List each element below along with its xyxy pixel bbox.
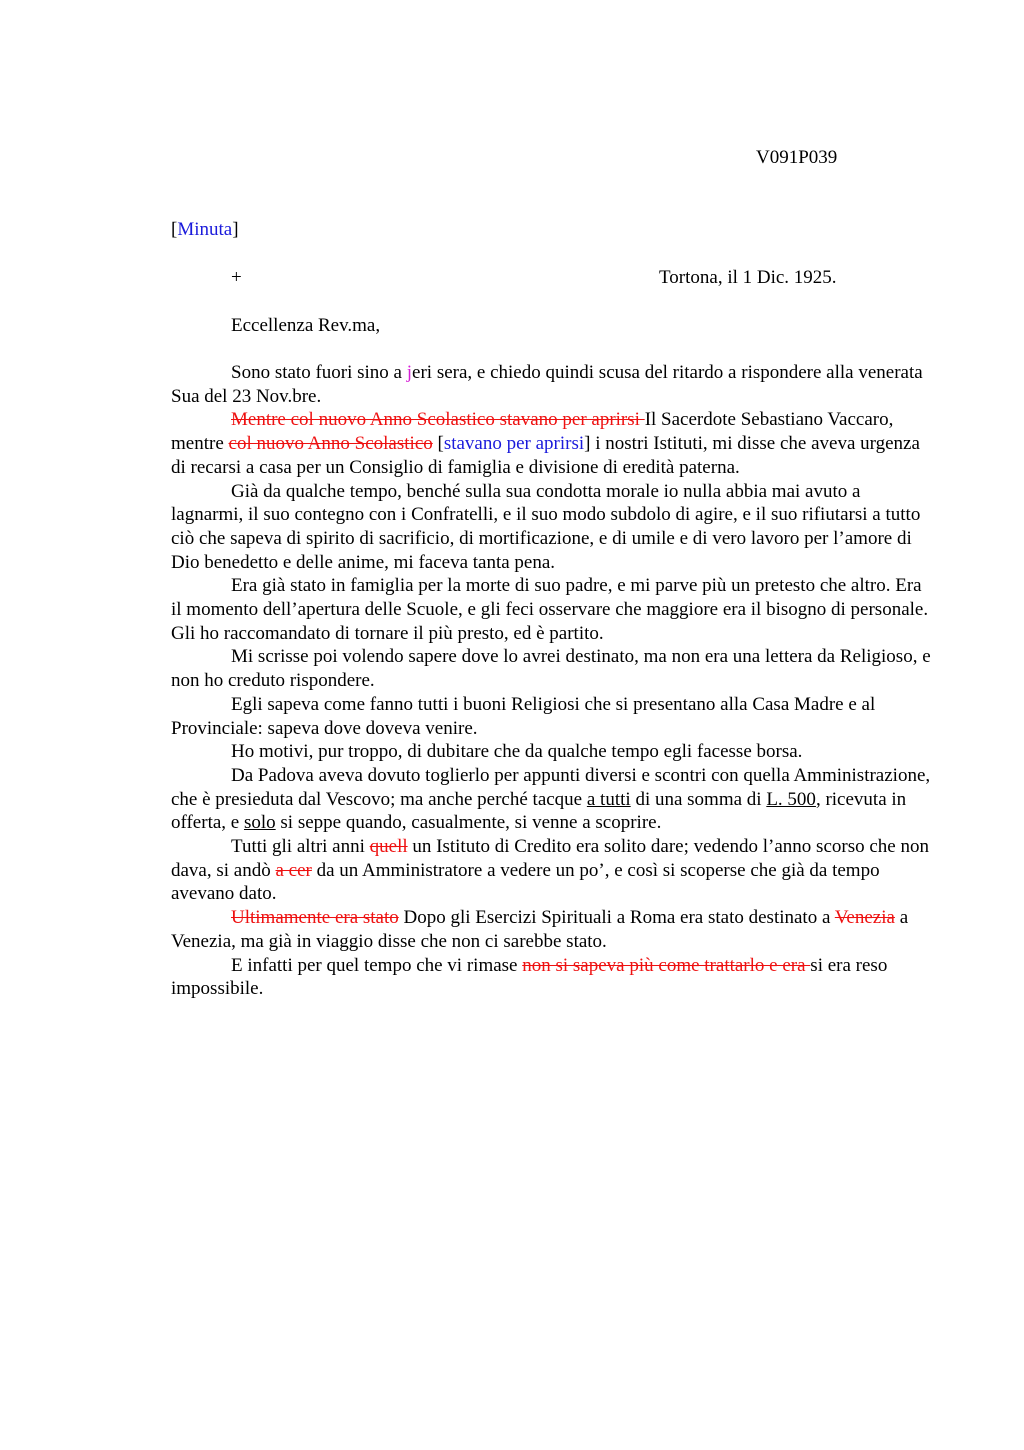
paragraph-3: Già da qualche tempo, benché sulla sua condotta morale io nulla abbia mai avuto a lagnarmi, il suo contegno con i Confratelli, e il suo modo subdolo di agire, e il suo rifiutarsi a tutto ciò che sapeva di spirito di sacrificio, di mortificazione, e di umile e di vero lavoro per l’amore di Dio benedetto e delle anime, mi faceva tanta pena. [171, 480, 921, 573]
inserted-text: stavano per aprirsi [443, 433, 585, 455]
paragraph-text: da un Amministratore a vedere un po’, e così si scoperse che già da tempo avevano dato. [171, 859, 880, 905]
paragraph-text: Dopo gli Esercizi Spirituali a Roma era stato destinato a [398, 907, 835, 929]
deleted-text: col nuovo Anno Scolastico [228, 433, 433, 455]
document-id: V091P039 [756, 147, 838, 168]
deleted-text: Ultimamente era stato [231, 907, 399, 929]
paragraph-text: Sono stato fuori sino a [231, 362, 407, 383]
paragraph-2 [171, 408, 931, 479]
deleted-text: a cer [275, 859, 312, 881]
paragraph-5: Mi scrisse poi volendo sapere dove lo avrei destinato, ma non era una lettera da Religioso, e non ho creduto rispondere. [171, 646, 931, 692]
cross-mark: + [231, 267, 242, 288]
paragraph-7: Ho motivi, pur troppo, di dubitare che da qualche tempo egli facesse borsa. [231, 741, 803, 763]
underlined-text: a tutti [586, 788, 631, 810]
paragraph-1 [171, 361, 931, 408]
paragraph-9 [171, 835, 931, 906]
paragraph-text: Da Padova aveva dovuto toglierlo per appunti diversi e scontri con quella Amministrazione, che è presieduta dal Vescovo; ma anche perché tacque [171, 764, 931, 810]
paragraph-text: si seppe quando, casualmente, si venne a scoprire. [275, 812, 662, 834]
paragraph-text: E infatti per quel tempo che vi rimase [231, 954, 523, 976]
paragraph-text: , ricevuta in offerta, e [171, 788, 907, 834]
paragraph-11 [171, 954, 931, 1001]
deleted-text: Venezia [834, 907, 895, 929]
paragraph-10 [171, 906, 931, 953]
paragraph-text: un Istituto di Credito era solito dare; vedendo l’anno scorso che non dava, si andò [171, 836, 929, 881]
deleted-text: Mentre col nuovo Anno Scolastico stavano per aprirsi [231, 409, 645, 431]
paragraph-6: Egli sapeva come fanno tutti i buoni Religiosi che si presentano alla Casa Madre e al Provinciale: sapeva dove doveva venire. [171, 693, 876, 739]
paragraph-text: Il Sacerdote Sebastiano Vaccaro, mentre [171, 409, 894, 455]
salutation: Eccellenza Rev.ma, [231, 315, 381, 336]
paragraph-8 [171, 764, 931, 835]
correction-letter: j [406, 362, 413, 383]
paragraph-text: a Venezia, ma già in viaggio disse che non ci sarebbe stato. [171, 907, 909, 952]
minuta-text: Minuta [177, 219, 233, 240]
place-date: Tortona, il 1 Dic. 1925. [659, 267, 837, 288]
paragraph-4: Era già stato in famiglia per la morte di suo padre, e mi parve più un pretesto che altro. Era il momento dell’apertura delle Scuole, e gli feci osservare che maggiore era il bisogno di personale. Gli ho raccomandato di tornare il più presto, ed è partito. [171, 575, 929, 644]
paragraph-text: di una somma di [630, 788, 767, 810]
underlined-text: L. 500 [766, 788, 816, 810]
minuta-open-bracket: [ [171, 219, 178, 240]
paragraph-text: eri sera, e chiedo quindi scusa del ritardo a rispondere alla venerata Sua del 23 Nov.bre. [171, 362, 923, 407]
paragraph-text: Tutti gli altri anni [231, 836, 370, 858]
letter-body [171, 361, 931, 1001]
minuta-close-bracket: ] [232, 219, 239, 240]
deleted-text: quell [369, 836, 408, 858]
minuta-label [171, 218, 239, 242]
underlined-text: solo [243, 812, 276, 834]
paragraph-text: [ [432, 433, 444, 455]
paragraph-text: ] i nostri Istituti, mi disse che aveva urgenza di recarsi a casa per un Consiglio di famiglia e divisione di eredità paterna. [171, 433, 920, 478]
deleted-text: non si sapeva più come trattarlo e era [522, 954, 811, 976]
paragraph-text: si era reso impossibile. [171, 954, 888, 1000]
